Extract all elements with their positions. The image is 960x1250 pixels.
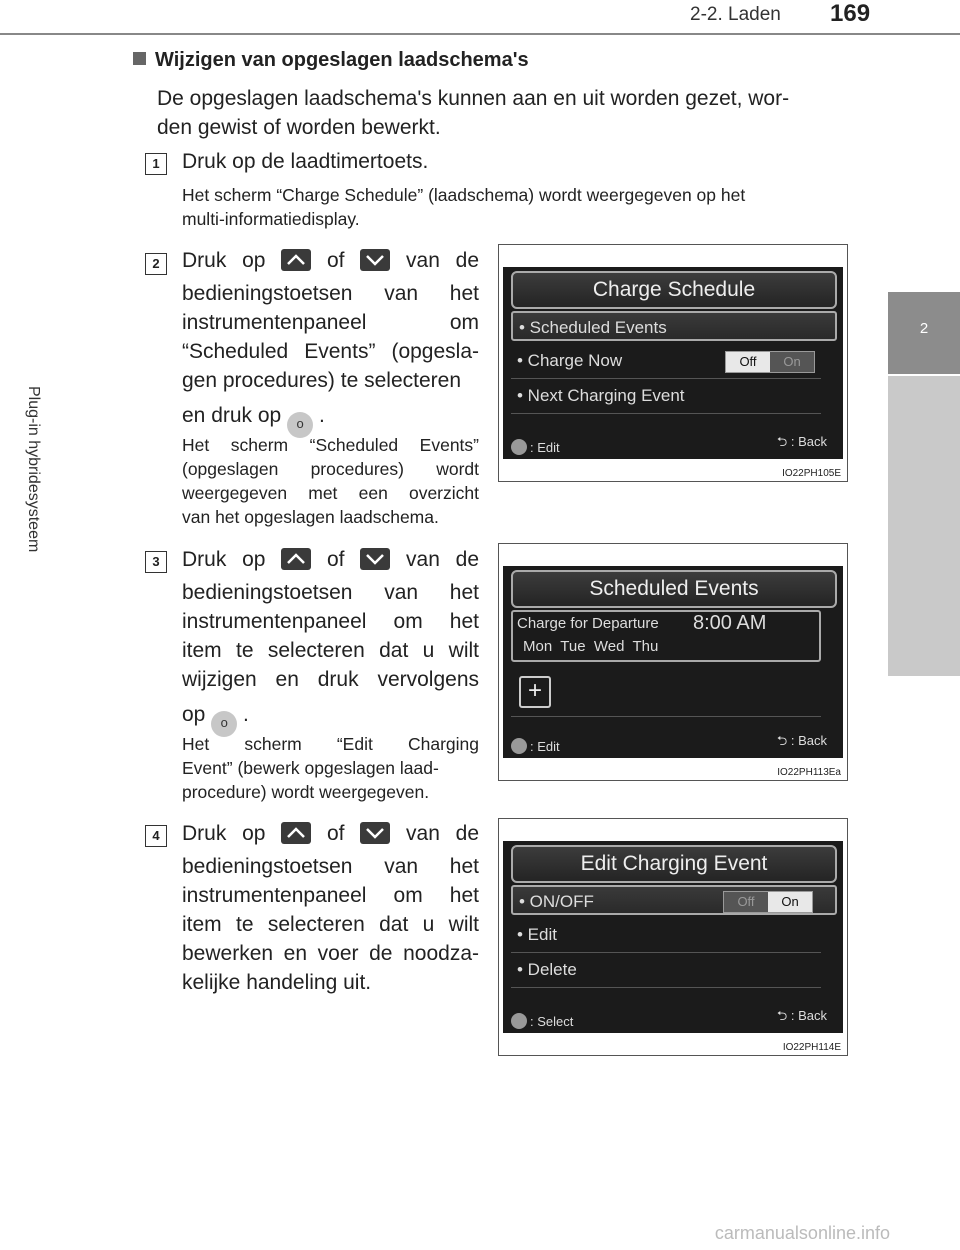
charge-now-toggle: Off On bbox=[725, 351, 815, 373]
back-arrow-icon: ⮌ bbox=[776, 434, 788, 449]
step-2-text: Druk op of van de bedieningstoetsen van het instrumentenpaneel om “Scheduled Events” (opgesla- gen procedures) te selecteren en druk op o . bbox=[182, 246, 479, 438]
menu-item-scheduled-events: • Scheduled Events bbox=[511, 311, 837, 341]
display-screen bbox=[503, 566, 843, 758]
section-title: Wijzigen van opgeslagen laadschema's bbox=[133, 49, 529, 72]
menu-item-on-off: • ON/OFF Off On bbox=[511, 885, 837, 915]
square-bullet-icon bbox=[133, 52, 146, 65]
chapter-label: Plug-in hybridesysteem bbox=[25, 386, 42, 553]
display-screen bbox=[503, 267, 843, 459]
up-arrow-key-icon bbox=[281, 822, 311, 844]
chapter-tab-label-bg bbox=[888, 376, 960, 676]
figure-caption: IO22PH113Ea bbox=[777, 767, 841, 778]
running-header-section: 2-2. Laden bbox=[690, 4, 781, 25]
down-arrow-key-icon bbox=[360, 822, 390, 844]
dial-icon bbox=[511, 439, 527, 455]
footer-back: ⮌ : Back bbox=[776, 733, 827, 748]
watermark: carmanualsonline.info bbox=[714, 1223, 890, 1243]
step-number-4: 4 bbox=[145, 825, 167, 847]
figure-edit-charging-event bbox=[498, 818, 848, 1056]
screen-title: Edit Charging Event bbox=[511, 845, 837, 883]
menu-item-charge-now: • Charge Now Off On bbox=[511, 346, 837, 376]
header-rule bbox=[0, 33, 960, 35]
down-arrow-key-icon bbox=[360, 249, 390, 271]
chapter-tab bbox=[888, 292, 960, 374]
back-arrow-icon: ⮌ bbox=[776, 733, 788, 748]
ok-key-icon: o bbox=[287, 412, 313, 438]
step-number-2: 2 bbox=[145, 253, 167, 275]
footer-edit: : Edit bbox=[511, 738, 560, 754]
screen-title: Scheduled Events bbox=[511, 570, 837, 608]
page-number: 169 bbox=[830, 0, 871, 27]
menu-item-next-charging-event: • Next Charging Event bbox=[517, 386, 685, 405]
footer-edit: : Edit bbox=[511, 439, 560, 455]
step-3-text: Druk op of van de bedieningstoetsen van het instrumentenpaneel om het item te selecteren dat u wilt wijzigen en druk vervolgens op o . bbox=[182, 545, 479, 737]
footer-select: : Select bbox=[511, 1013, 573, 1029]
back-arrow-icon: ⮌ bbox=[776, 1008, 788, 1023]
step-4-text: Druk op of van de bedieningstoetsen van het instrumentenpaneel om het item te selecteren dat u wilt bewerken en voer de noodza- kelijke handeling uit. bbox=[182, 822, 480, 994]
menu-item-delete: • Delete bbox=[517, 960, 577, 979]
step-3-note: Het scherm “Edit Charging Event” (bewerk opgeslagen laad- procedure) wordt weergegeven. bbox=[182, 734, 479, 802]
footer-back: ⮌ : Back bbox=[776, 434, 827, 449]
add-icon: + bbox=[519, 676, 551, 708]
display-screen bbox=[503, 841, 843, 1033]
step-1-text: Druk op de laadtimertoets. bbox=[182, 150, 429, 173]
figure-caption: IO22PH114E bbox=[782, 1042, 841, 1053]
separator bbox=[511, 413, 821, 414]
separator bbox=[511, 378, 821, 379]
figure-scheduled-events bbox=[498, 543, 848, 781]
up-arrow-key-icon bbox=[281, 548, 311, 570]
up-arrow-key-icon bbox=[281, 249, 311, 271]
intro-text: De opgeslagen laadschema's kunnen aan en uit worden gezet, wor- den gewist of worden bewerkt. bbox=[157, 87, 790, 139]
step-2-note: Het scherm “Scheduled Events” (opgeslagen procedures) wordt weergegeven met een overzicht van het opgeslagen laadschema. bbox=[182, 435, 479, 527]
scheduled-event-item: Charge for Departure 8:00 AM Mon Tue Wed Thu bbox=[511, 610, 821, 662]
ok-key-icon: o bbox=[211, 711, 237, 737]
dial-icon bbox=[511, 1013, 527, 1029]
step-number-1: 1 bbox=[145, 153, 167, 175]
step-number-3: 3 bbox=[145, 551, 167, 573]
down-arrow-key-icon bbox=[360, 548, 390, 570]
dial-icon bbox=[511, 738, 527, 754]
menu-item-edit: • Edit bbox=[517, 925, 557, 944]
step-1-note: Het scherm “Charge Schedule” (laadschema) wordt weergegeven op het multi-informatiedisplay. bbox=[182, 185, 746, 229]
separator bbox=[511, 987, 821, 988]
screen-title: Charge Schedule bbox=[511, 271, 837, 309]
on-off-toggle: Off On bbox=[723, 891, 813, 913]
figure-caption: IO22PH105E bbox=[782, 468, 841, 479]
separator bbox=[511, 716, 821, 717]
footer-back: ⮌ : Back bbox=[776, 1008, 827, 1023]
chapter-number: 2 bbox=[919, 320, 929, 337]
separator bbox=[511, 952, 821, 953]
figure-charge-schedule bbox=[498, 244, 848, 482]
